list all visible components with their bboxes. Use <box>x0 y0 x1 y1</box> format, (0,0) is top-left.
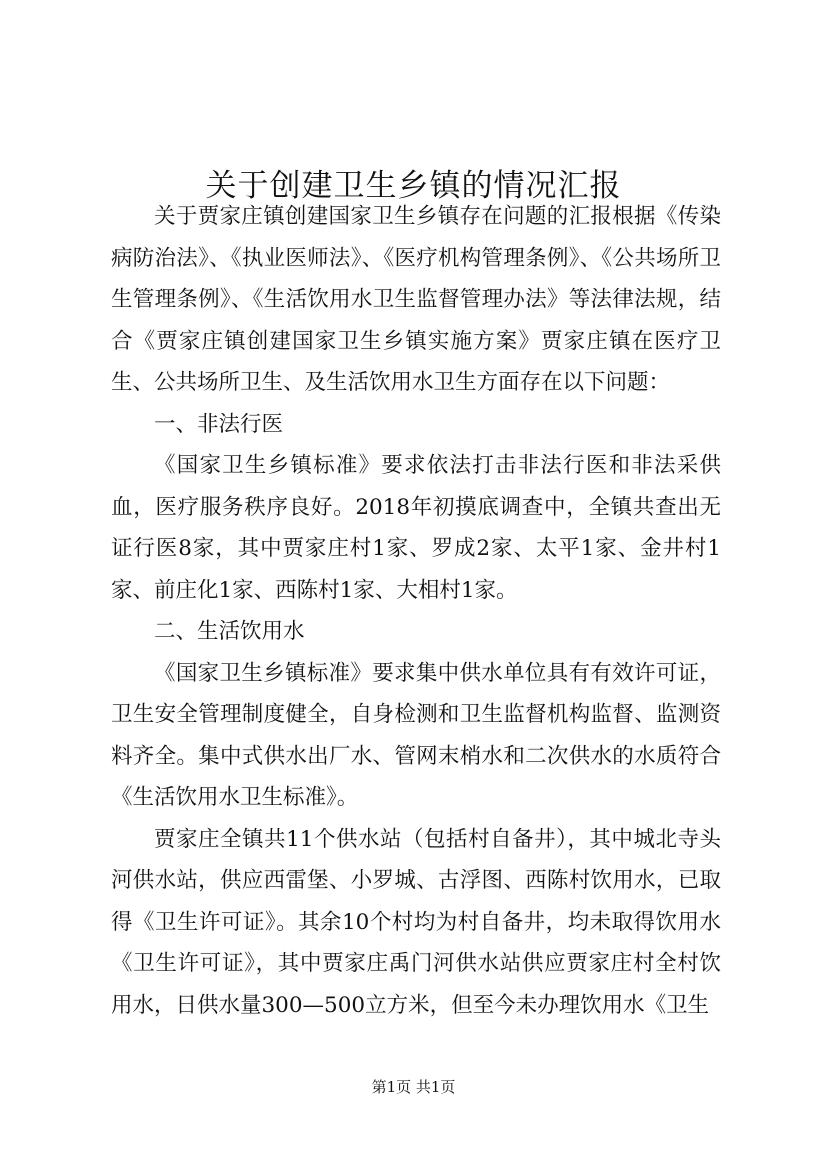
section-heading-drinking-water: 二、生活饮用水 <box>154 619 305 644</box>
section-heading-illegal-practice: 一、非法行医 <box>154 411 284 437</box>
paragraph-intro: 关于贾家庄镇创建国家卫生乡镇存在问题的汇报根据《传染病防治法》、《执业医师法》、《医疗机构管理条例》、《公共场所卫生管理条例》、《生活饮用水卫生监督管理办法》等法律法规，结合《贾家庄镇创建国家卫生乡镇实施方案》贾家庄镇在医疗卫生、公共场所卫生、及生活饮用水卫生方面存在以下问题： <box>111 204 721 395</box>
paragraph-illegal-practice: 《国家卫生乡镇标准》要求依法打击非法行医和非法采供血，医疗服务秩序良好。2018年初摸底调查中，全镇共查出无证行医8家，其中贾家庄村1家、罗成2家、太平1家、金井村1家、前庄化1家、西陈村1家、大相村1家。 <box>111 453 721 603</box>
paragraph-water-standard: 《国家卫生乡镇标准》要求集中供水单位具有有效许可证，卫生安全管理制度健全，自身检测和卫生监督机构监督、监测资料齐全。集中式供水出厂水、管网末梢水和二次供水的水质符合《生活饮用水卫生标准》。 <box>111 660 721 810</box>
document-body <box>111 196 721 1026</box>
paragraph-water-stations: 贾家庄全镇共11个供水站（包括村自备井），其中城北寺头河供水站，供应西雷堡、小罗城、古浮图、西陈村饮用水，已取得《卫生许可证》。其余10个村均为村自备井，均未取得饮用水《卫生许可证》，其中贾家庄禹门河供水站供应贾家庄村全村饮用水，日供水量300—500立方米，但至今未办理饮用水《卫生 <box>111 826 721 1018</box>
page-footer: 第1页 共1页 <box>371 1078 456 1096</box>
document-title: 关于创建卫生乡镇的情况汇报 <box>205 167 622 204</box>
